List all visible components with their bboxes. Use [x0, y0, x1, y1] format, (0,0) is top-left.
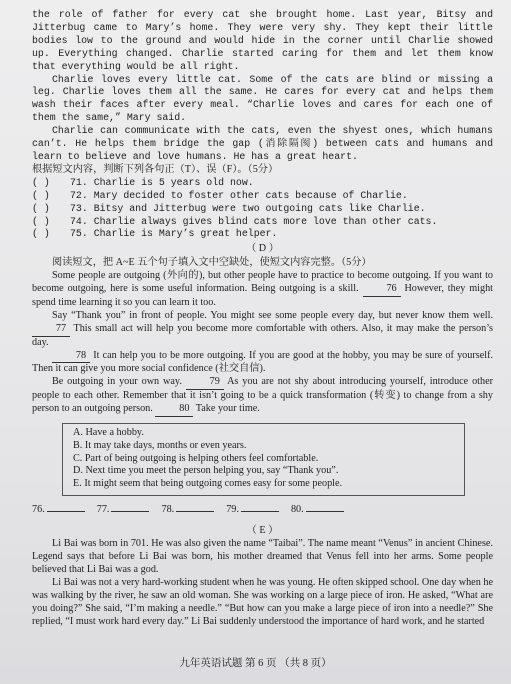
- e-paragraph-2: Li Bai was not a very hard-working student when he was young. He often skipped school. One day when he was walking by the river, he saw an old woman. She was working on a large piece of iron. He asked, “What are you doing?” She said, “I’m making a needle.” “But how can you make a large piece of iron into a needle?” She replied, “I must work hard every day.” Li Bai suddenly understood the importance of hard work, and he started: [32, 577, 493, 627]
- tf-item: [32, 228, 493, 241]
- d-text: However, they might spend time learning it so you can learn it too.: [32, 283, 494, 308]
- answer-row: [32, 504, 493, 517]
- option-d: D. Next time you meet the person helping you, say “Thank you”.: [73, 465, 339, 477]
- d-paragraph-3: [32, 350, 493, 377]
- d-instruction: 阅读短文，把 A~E 五个句子填入文中空缺处，使短文内容完整。（5分）: [52, 257, 372, 269]
- blank-79[interactable]: 79: [186, 376, 224, 390]
- blank-78[interactable]: 78: [52, 350, 90, 364]
- tf-statement: 74. Charlie always gives blind cats more love than other cats.: [70, 215, 438, 227]
- answer-label: 79.: [226, 503, 239, 515]
- tf-statement: 75. Charlie is Mary’s great helper.: [70, 228, 278, 240]
- answer-label: 80.: [290, 503, 304, 515]
- option-e: E. It might seem that being outgoing comes easy for some people.: [73, 477, 343, 489]
- answer-slot-78[interactable]: [161, 504, 214, 517]
- d-text: Take your time.: [195, 403, 260, 415]
- d-text: This small act will help you become more comfortable with others. Also, it may make the person’s day.: [32, 322, 493, 348]
- option-a: A. Have a hobby.: [73, 427, 144, 439]
- answer-slot-76[interactable]: [32, 504, 85, 517]
- blank-80[interactable]: 80: [155, 403, 193, 417]
- section-e-heading: （ E ）: [246, 524, 279, 536]
- answer-line[interactable]: [47, 511, 85, 512]
- tf-statement: 72. Mary decided to foster other cats because of Charlie.: [70, 189, 408, 201]
- passage-d-tail-p1: the role of father for every cat she brought home. Last year, Bitsy and Jitterbug came to Mary’s home. They were very shy. They kept their little bodies low to the ground and would hide in the corner until Charlie showed up. Everything changed. Charlie started caring for them and let them know that everything would be all right.: [32, 9, 493, 72]
- answer-line[interactable]: [306, 511, 344, 512]
- answer-paren[interactable]: ( ): [32, 228, 50, 240]
- e-paragraph-1: Li Bai was born in 701. He was also given the name “Taibai”. The name meant “Venus” in ancient Chinese. Legend says that before Li Bai was born, his mother dreamed that Venus fell into her arms. Some people believed that Li Bai was a god.: [32, 538, 493, 576]
- answer-slot-80[interactable]: [291, 504, 344, 517]
- answer-label: 76.: [32, 503, 45, 515]
- tf-item: [32, 203, 493, 216]
- answer-line[interactable]: [241, 511, 279, 512]
- d-text: Say “Thank you” in front of people. You might see some people every day, but never know them well.: [52, 309, 493, 321]
- option-c: C. Part of being outgoing is helping others feel comfortable.: [73, 452, 319, 464]
- tf-item: [32, 216, 493, 229]
- answer-line[interactable]: [176, 511, 214, 512]
- tf-item: [32, 190, 493, 203]
- answer-paren[interactable]: ( ): [32, 202, 50, 214]
- d-paragraph-4: [32, 376, 493, 417]
- answer-paren[interactable]: ( ): [32, 189, 50, 201]
- section-d-heading: （ D ）: [246, 243, 279, 255]
- tf-statement: 71. Charlie is 5 years old now.: [70, 176, 254, 188]
- option-b: B. It may take days, months or even years.: [73, 439, 247, 451]
- d-text: Be outgoing in your own way.: [52, 376, 182, 388]
- d-text: As you are not shy about introducing yourself, introduce other people to each other. Remember that it isn’t going to be a quick transformation (转变) to change from a shy person to an outgoing person.: [32, 376, 494, 415]
- d-text: It can help you to be more outgoing. If you are good at the hobby, you may be sure of yourself. Then it can give you more social confidence (社交自信).: [32, 349, 494, 375]
- answer-paren[interactable]: ( ): [32, 176, 50, 188]
- blank-77[interactable]: 77: [32, 323, 70, 337]
- answer-line[interactable]: [111, 511, 149, 512]
- answer-label: 78.: [161, 503, 175, 515]
- options-box: [62, 423, 465, 496]
- answer-label: 77.: [96, 503, 110, 515]
- tf-item: [32, 177, 493, 190]
- blank-76[interactable]: 76: [363, 283, 401, 297]
- page-footer: 九年英语试题 第 6 页 （共 8 页）: [179, 658, 332, 669]
- tf-statement: 73. Bitsy and Jitterbug were two outgoing cats like Charlie.: [70, 202, 426, 214]
- tf-list: [32, 177, 493, 242]
- answer-slot-77[interactable]: [97, 504, 150, 517]
- d-paragraph-2: [32, 310, 493, 350]
- passage-d-tail-p3: Charlie can communicate with the cats, even the shyest ones, which humans can’t. He helps them bridge the gap (消除隔阂) between cats and humans and learn to believe and love humans. He has a great heart.: [32, 125, 493, 162]
- tf-instruction: 根据短文内容，判断下列各句正（T）、误（F）。（5分）: [32, 163, 279, 175]
- passage-d-tail-p2: Charlie loves every little cat. Some of the cats are blind or missing a leg. Charlie loves them all the same. He cares for every cat and helps them wash their faces after every meal. “Charlie loves and cares for each one of them the same,” Mary said.: [32, 73, 493, 124]
- answer-slot-79[interactable]: [226, 504, 279, 517]
- d-text: Some people are outgoing (外向的), but other people have to practice to become outgoing. If you want to become outgoing, here is some useful information. Being outgoing is a skill.: [32, 270, 493, 295]
- d-paragraph-1: [32, 270, 493, 310]
- answer-paren[interactable]: ( ): [32, 215, 50, 227]
